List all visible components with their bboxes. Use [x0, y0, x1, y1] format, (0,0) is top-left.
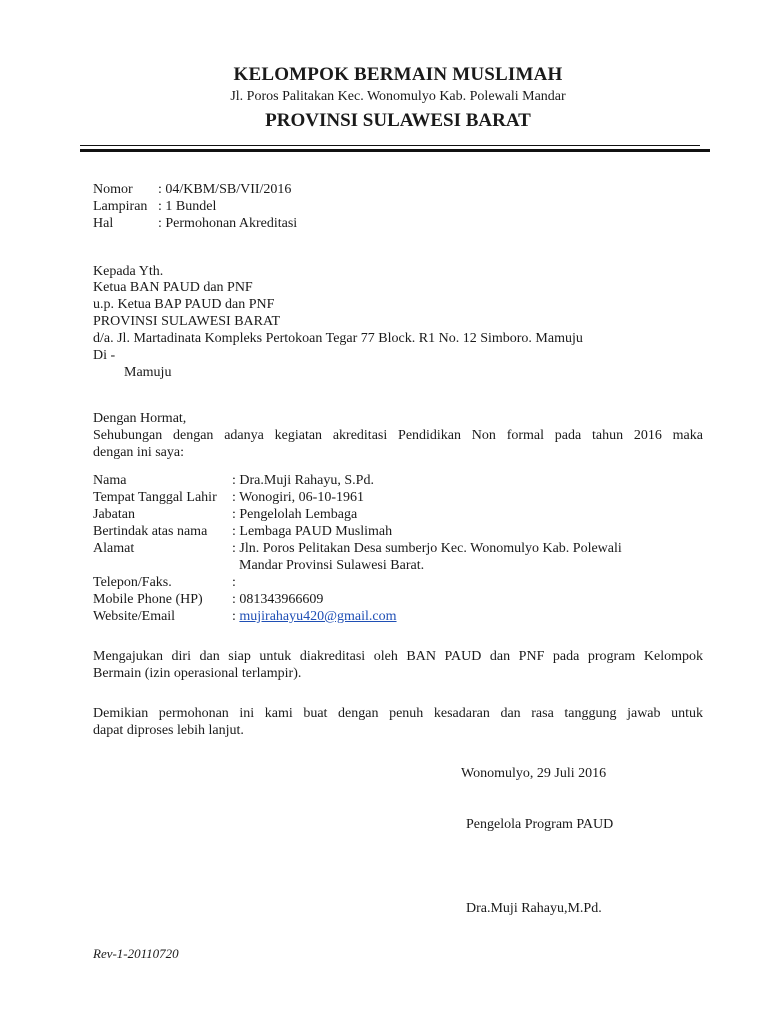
recipient-line: Ketua BAN PAUD dan PNF — [93, 280, 253, 295]
identity-label-ttl: Tempat Tanggal Lahir — [93, 490, 217, 505]
meta-value-hal: : Permohonan Akreditasi — [158, 216, 298, 231]
meta-label-nomor: Nomor — [93, 182, 133, 197]
identity-value-nama: : Dra.Muji Rahayu, S.Pd. — [232, 473, 374, 488]
revision-code: Rev-1-20110720 — [93, 946, 179, 961]
recipient-line: Di - — [93, 348, 116, 363]
identity-label-telepon: Telepon/Faks. — [93, 575, 172, 590]
identity-label-jabatan: Jabatan — [93, 507, 135, 522]
identity-value-jabatan: : Pengelolah Lembaga — [232, 507, 358, 522]
signature-position: Pengelola Program PAUD — [466, 817, 614, 832]
letterhead-province: PROVINSI SULAWESI BARAT — [265, 110, 531, 131]
intro-line-2: dengan ini saya: — [93, 445, 184, 460]
body-paragraph-1-line-1: Mengajukan diri dan siap untuk diakreditasi oleh BAN PAUD dan PNF pada program Kelompok — [93, 649, 703, 664]
identity-label-bertindak: Bertindak atas nama — [93, 524, 208, 539]
identity-value-email — [232, 609, 397, 625]
recipient-line: Kepada Yth. — [93, 264, 164, 279]
meta-value-lampiran: : 1 Bundel — [158, 199, 217, 214]
identity-value-telepon: : — [232, 575, 236, 590]
email-prefix: : — [232, 609, 240, 624]
recipient-line: u.p. Ketua BAP PAUD dan PNF — [93, 297, 275, 312]
letterhead-org-name: KELOMPOK BERMAIN MUSLIMAH — [233, 64, 563, 85]
recipient-city: Mamuju — [124, 365, 172, 380]
recipient-line: PROVINSI SULAWESI BARAT — [93, 314, 281, 329]
identity-label-nama: Nama — [93, 473, 127, 488]
identity-value-alamat-cont: Mandar Provinsi Sulawesi Barat. — [232, 558, 425, 573]
meta-label-lampiran: Lampiran — [93, 199, 148, 214]
body-paragraph-1-line-2: Bermain (izin operasional terlampir). — [93, 666, 302, 681]
identity-label-email: Website/Email — [93, 609, 176, 624]
signature-place-date: Wonomulyo, 29 Juli 2016 — [461, 766, 607, 781]
meta-label-hal: Hal — [93, 216, 114, 231]
signature-name: Dra.Muji Rahayu,M.Pd. — [466, 901, 602, 916]
email-link[interactable]: mujirahayu420@gmail.com — [239, 609, 397, 624]
letterhead-divider-thick — [80, 149, 710, 152]
identity-value-alamat: : Jln. Poros Pelitakan Desa sumberjo Kec. Wonomulyo Kab. Polewali — [232, 541, 622, 556]
identity-value-hp: : 081343966609 — [232, 592, 324, 607]
letterhead-divider-thin — [80, 145, 700, 146]
intro-line-1: Sehubungan dengan adanya kegiatan akreditasi Pendidikan Non formal pada tahun 2016 maka — [93, 428, 703, 443]
letterhead-address: Jl. Poros Palitakan Kec. Wonomulyo Kab. Polewali Mandar — [230, 89, 566, 104]
recipient-address: d/a. Jl. Martadinata Kompleks Pertokoan Tegar 77 Block. R1 No. 12 Simboro. Mamuju — [93, 331, 583, 346]
identity-value-ttl: : Wonogiri, 06-10-1961 — [232, 490, 364, 505]
salutation: Dengan Hormat, — [93, 411, 187, 426]
meta-value-nomor: : 04/KBM/SB/VII/2016 — [158, 182, 292, 197]
body-paragraph-2-line-2: dapat diproses lebih lanjut. — [93, 723, 244, 738]
body-paragraph-2-line-1: Demikian permohonan ini kami buat dengan penuh kesadaran dan rasa tanggung jawab untuk — [93, 706, 703, 721]
identity-value-bertindak: : Lembaga PAUD Muslimah — [232, 524, 393, 539]
identity-label-alamat: Alamat — [93, 541, 135, 556]
identity-label-hp: Mobile Phone (HP) — [93, 592, 203, 607]
